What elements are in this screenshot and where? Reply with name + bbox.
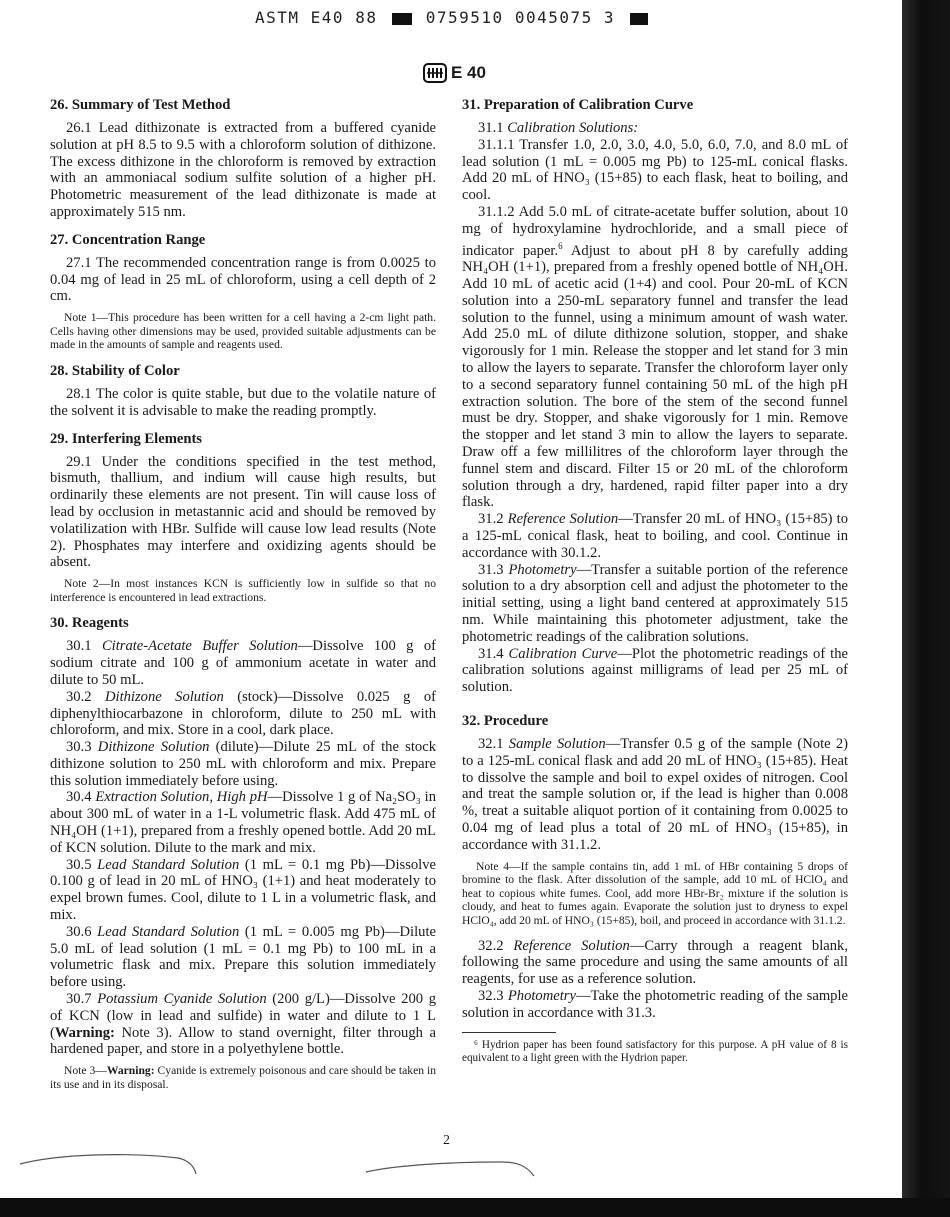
num: 30.4 [66, 789, 96, 806]
section-30-6 [50, 924, 436, 991]
term: Lead Standard Solution [97, 856, 240, 873]
section-30-1 [50, 638, 436, 688]
text: —Transfer a suitable portion of the reference solution to a dry absorption cell and adjust the photometer to the initial setting, using a light band centered at approximately 515 nm. While maintaining this photometer adjustment, take the photometric readings of the calibration solutions. [462, 561, 849, 645]
section-31-1 [462, 120, 848, 137]
section-32-2 [462, 938, 848, 988]
term: Calibration Curve [508, 645, 618, 662]
section-31-2 [462, 511, 848, 561]
header-block-mark-end [630, 13, 648, 25]
pen-mark-left [18, 1148, 198, 1178]
section-30-2 [50, 689, 436, 739]
num: 30.2 [66, 688, 105, 705]
text-cont: Adjust to about pH 8 by carefully adding NH₄OH (1+1), prepared from a freshly opened bottle of NH₄OH. Add 10 mL of acetic acid (1+4) and cool. Pour 20-mL of KCN solution into a 250-mL separatory funnel and transfer the lead solution to the funnel, using a minimum amount of wash water. Add 25.0 mL of dilute dithizone solution, stopper, and shake vigorously for 1 min. Release the stopper and let stand for 3 min to allow the layers to separate. Transfer the chloroform layer only to a second separatory funnel containing 50 mL of the high pH extraction solution. The bore of the stem of the second funnel must be dry. Stopper, and shake vigorously for 1 min. Remove the stopper and let stand 3 min to allow the layers to separate. Draw off a few millilitres of the chloroform layer through the funnel stem and discard. Filter 15 or 20 mL of the chloroform solution through a dry, hardened, rapid filter paper into a dry flask. [462, 242, 848, 511]
header-block-mark [392, 13, 412, 25]
header-code-mid: 0759510 0045075 3 [425, 8, 616, 27]
section-32-1 [462, 736, 848, 854]
section-30-5 [50, 857, 436, 924]
num: 30.7 [66, 991, 98, 1008]
section-30-title: 30. Reagents [50, 615, 129, 632]
section-31-3 [462, 562, 848, 646]
scan-bottom-edge [0, 1198, 950, 1217]
section-32-title: 32. Procedure [462, 712, 549, 729]
note-2: Note 2—In most instances KCN is sufficiently low in sulfide so that no interference is encountered in lead extractions. [50, 577, 436, 604]
term: Calibration Solutions: [507, 120, 639, 136]
term: Photometry [507, 987, 576, 1004]
footnote-rule [462, 1032, 556, 1033]
footnote-6: ⁶ Hydrion paper has been found satisfactory for this purpose. A pH value of 8 is equivalent to a light green with the Hydrion paper. [462, 1039, 848, 1065]
text: (dilute)—Dilute 25 mL of the stock dithizone solution to 250 mL with chloroform and mix. Prepare this solution immediately before using. [50, 739, 436, 789]
term: Citrate-Acetate Buffer Solution [101, 638, 298, 655]
section-30-3 [50, 739, 436, 789]
section-32 [462, 713, 848, 1022]
term: Extraction Solution, High pH [95, 789, 268, 806]
text: —Plot the photometric readings of the calibration solutions against milligrams of lead per 25 mL of solution. [462, 645, 848, 696]
section-32-3 [462, 988, 848, 1022]
num: 32.2 [478, 937, 514, 954]
term: Dithizone Solution [104, 688, 224, 705]
text: —Dissolve 100 g of sodium citrate and 100 g of ammonium acetate in water and dilute to 50 mL. [50, 638, 437, 688]
section-28-p1: 28.1 The color is quite stable, but due to the volatile nature of the solvent it is advisable to make the reading promptly. [50, 385, 436, 419]
num: 31.3 [478, 561, 509, 578]
section-26-p1: 26.1 Lead dithizonate is extracted from a buffered cyanide solution at pH 8.5 to 9.5 with a chloroform solution of dithizone. The excess dithizone in the chloroform is removed by extraction with an ammoniacal sodium sulfite solution of a higher pH. Photometric measurement of the lead dithizonate is made at approximately 515 nm. [50, 120, 436, 220]
text: —Dissolve 1 g of Na₂SO₃ in about 300 mL of water in a 1-L volumetric flask. Add 475 mL of NH₄OH (1+1), prepared from a freshly opened bottle. Add 20 mL of KCN solution. Dilute to the mark and mix. [50, 789, 437, 856]
warning-label: Warning: [54, 1024, 115, 1041]
term: Reference Solution [507, 511, 619, 528]
section-30-4 [50, 789, 436, 856]
text-end: Note 3). Allow to stand overnight, filter through a hardened paper, and store in a polyethylene bottle. [50, 1024, 436, 1058]
note-label: Note 3— [64, 1064, 107, 1078]
term: Potassium Cyanide Solution [97, 991, 267, 1008]
note-text: Cyanide is extremely poisonous and care should be taken in its use and in its disposal. [50, 1064, 437, 1091]
note-3 [50, 1064, 436, 1091]
scan-edge-shadow [902, 0, 950, 1217]
text: —Transfer 0.5 g of the sample (Note 2) to a 125-mL conical flask and add 20 mL of HNO₃ (15+85). Heat to dissolve the sample and boil to expel oxides of nitrogen. Cool and treat the sample solution or, if the lead is higher than 0.008 %, treat a suitable aliquot portion of it containing from 0.0025 to 0.04 mg of lead plus a total of 20 mL of HNO₃ (15+85), in accordance with 31.1.2. [462, 735, 848, 853]
section-28 [50, 363, 436, 420]
section-31-1-1: 31.1.1 Transfer 1.0, 2.0, 3.0, 4.0, 5.0, 6.0, 7.0, and 8.0 mL of lead solution (1 mL = 0.005 mg Pb) to 125-mL conical flasks. Add 20 mL of HNO₃ (15+85) to each flask, heat to boiling, and cool. [462, 136, 848, 204]
section-27 [50, 232, 436, 352]
pen-mark-right [362, 1150, 542, 1180]
text: —Carry through a reagent blank, following the same procedure and using the same amounts of all reagents, for use as a reference solution. [462, 937, 848, 988]
section-31 [462, 97, 848, 696]
term: Photometry [508, 561, 577, 578]
section-27-p1: 27.1 The recommended concentration range is from 0.0025 to 0.04 mg of lead in 25 mL of chloroform, using a cell depth of 2 cm. [50, 254, 436, 305]
note-4: Note 4—If the sample contains tin, add 1 mL of HBr containing 5 drops of bromine to the flask. After dissolution of the sample, add 10 mL of HClO₄ and heat to copious white fumes. Cool, add more HBr-Br₂ mixture if the solution is cloudy, and heat to fumes again. Evaporate the solution just to dryness to expel HClO₄, add 20 mL of HNO₃ (15+85), boil, and proceed in accordance with 31.1.2. [462, 859, 848, 927]
section-29-p1: 29.1 Under the conditions specified in the test method, bismuth, thallium, and indium will cause high results, but ordinarily these elements are not present. Tin will cause loss of lead by occlusion in metastannic acid and should be removed by volatilization with HBr. Sulfide will cause low lead results (Note 2). Phosphates may interfere and oxidizing agents should be absent. [50, 453, 436, 571]
num: 30.6 [66, 923, 98, 940]
header-code-left: ASTM E40 88 [255, 8, 378, 27]
num: 31.4 [478, 645, 509, 662]
designation-header [423, 62, 486, 84]
num: 30.3 [66, 739, 98, 756]
designation-text: E 40 [451, 63, 486, 82]
term: Dithizone Solution [97, 739, 210, 756]
num: 32.1 [478, 735, 509, 752]
note-1: Note 1—This procedure has been written for a cell having a 2-cm light path. Cells having other dimensions may be used, provided suitable adjustments can be made in the amounts of sample and reagents used. [50, 311, 436, 352]
document-code-header [255, 8, 648, 27]
text: 31.1.2 Add 5.0 mL of citrate-acetate buffer solution, about 10 mg of hydroxylamine hydrochloride, and a small piece of indicator paper. [462, 203, 848, 259]
text: —Take the photometric reading of the sample solution in accordance with 31.3. [462, 987, 849, 1021]
num: 30.1 [66, 638, 102, 655]
section-26 [50, 97, 436, 221]
section-27-title: 27. Concentration Range [50, 231, 206, 248]
section-29-title: 29. Interfering Elements [50, 430, 202, 447]
section-30-7 [50, 991, 436, 1058]
page-number: 2 [443, 1133, 450, 1148]
num: 32.3 [478, 987, 508, 1004]
astm-logo-icon [423, 62, 447, 84]
text: —Transfer 20 mL of HNO₃ (15+85) to a 125-mL conical flask, heat to boiling, and cool. Continue in accordance with 30.1.2. [462, 511, 848, 561]
section-29 [50, 431, 436, 605]
right-column [462, 97, 848, 1065]
section-28-title: 28. Stability of Color [50, 362, 180, 379]
num: 31.2 [478, 511, 508, 528]
text: (200 g/L)—Dissolve 200 g of KCN (low in lead and sulfide) in water and dilute to 1 L ( [50, 991, 436, 1041]
section-30 [50, 615, 436, 1091]
text: (stock)—Dissolve 0.025 g of diphenylthiocarbazone in chloroform, dilute to 250 mL with chloroform, and mix. Store in a cool, dark place. [50, 688, 436, 739]
section-31-1-2 [462, 204, 848, 511]
term: Sample Solution [508, 735, 606, 752]
text: (1 mL = 0.1 mg Pb)—Dissolve 0.100 g of lead in 20 mL of HNO₃ (1+1) and heat moderately to expel brown fumes. Cool, dilute to 1 L in a volumetric flask, and mix. [50, 856, 436, 924]
section-31-4 [462, 646, 848, 696]
term: Lead Standard Solution [97, 923, 240, 940]
warning-label: Warning: [106, 1064, 155, 1078]
footnote-ref: 6 [558, 240, 563, 251]
left-column [50, 97, 436, 1102]
text: (1 mL = 0.005 mg Pb)—Dilute 5.0 mL of lead solution (1 mL = 0.1 mg Pb) to 100 mL in a volumetric flask and mix. Prepare this solution immediately before using. [50, 923, 436, 991]
section-31-title: 31. Preparation of Calibration Curve [462, 97, 694, 113]
num: 31.1 [478, 120, 508, 136]
term: Reference Solution [513, 937, 630, 954]
num: 30.5 [66, 856, 98, 873]
section-26-title: 26. Summary of Test Method [50, 97, 231, 113]
